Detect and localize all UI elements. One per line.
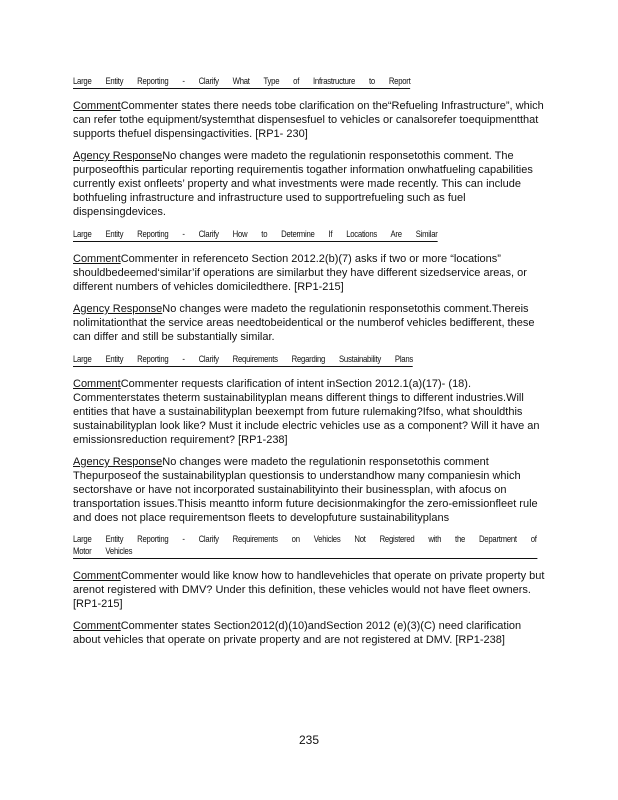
comment-paragraph [73, 619, 549, 647]
section-heading-wrap [73, 533, 549, 559]
document-body [73, 74, 549, 655]
entry-label: Agency Response [73, 456, 163, 468]
agency-response-paragraph [73, 455, 549, 525]
comment-paragraph [73, 569, 549, 611]
section-heading: Large Entity Reporting - Clarify How to Determine If Locations Are Similar [73, 228, 438, 242]
entry-text: Commenter states Section2012(d)(10)andSection 2012 (e)(3)(C) need clarification about vehicles that operate on private property and are not registered at DMV. [RP1-238] [73, 620, 522, 646]
section-heading: Large Entity Reporting - Clarify What Type of Infrastructure to Report [73, 75, 411, 89]
section-heading-wrap [73, 352, 549, 367]
entry-label: Agency Response [73, 303, 163, 315]
entry-text: Commenter would like know how to handlevehicles that operate on private property but arenot registered with DMV? Under this definition, these vehicles would not have fleet owners. [RP1-215] [73, 570, 545, 610]
page-number: 235 [298, 733, 320, 747]
entry-text: No changes were madeto the regulationin responsetothis comment Thepurposeof the sustainabilityplan questionsis to understandhow many companiesin which sectorshave or have not incorporated sustainabilityinto their businessplan, with afocus on transportation issues.Thisis meantto inform future decisionmakingfor the zero-emissionfleet rule and does not place requirementson fleets to developfuture sustainabilityplans [73, 456, 538, 524]
entry-label: Comment [73, 378, 121, 390]
entry-text: Commenter states there needs tobe clarification on the“Refueling Infrastructure”, which can refer tothe equipment/systemthat dispensesfuel to vehicles or canalsorefer toequipmentthat supports thefuel dispensingactivities. [RP1- 230] [73, 100, 544, 140]
entry-text: No changes were madeto the regulationin responsetothis comment. The purposeofthis particular reporting requirementis togather information onwhatfueling capabilities currently exist onfleets’ property and what investments were made recently. This can include bothfueling infrastructure and infrastructure used to supportrefueling such as fuel dispensingdevices. [73, 150, 533, 218]
entry-label: Comment [73, 620, 121, 632]
agency-response-paragraph [73, 149, 549, 219]
entry-text: Commenter in referenceto Section 2012.2(b)(7) asks if two or more “locations” shouldbedeemed‘similar’if operations are similarbut they have different sizedservice areas, or different numbers of vehicles domiciledthere. [RP1-215] [73, 253, 527, 293]
entry-text: No changes were madeto the regulationin responsetothis comment.Thereis nolimitationthat the service areas needtobeidentical or the numberof vehicles bedifferent, these can differ and still be substantially similar. [73, 303, 535, 343]
comment-paragraph [73, 99, 549, 141]
section-heading-wrap [73, 227, 549, 242]
agency-response-paragraph [73, 302, 549, 344]
entry-label: Agency Response [73, 150, 163, 162]
entry-text: Commenter requests clarification of intent inSection 2012.1(a)(17)- (18). Commenterstates theterm sustainabilityplan means different things to different industries.Will entities that have a sustainabilityplan beexempt from future rulemaking?Ifso, what shouldthis sustainabilityplan look like? Must it include electric vehicles use as a component? Will it have an emissionsreduction requirement? [RP1-238] [73, 378, 540, 446]
comment-paragraph [73, 252, 549, 294]
section-heading: Large Entity Reporting - Clarify Requirements on Vehicles Not Registered with the Department of Motor Vehicles [73, 533, 537, 559]
section-heading-wrap [73, 74, 549, 89]
entry-label: Comment [73, 253, 121, 265]
entry-label: Comment [73, 570, 121, 582]
comment-paragraph [73, 377, 549, 447]
section-heading: Large Entity Reporting - Clarify Requirements Regarding Sustainability Plans [73, 353, 413, 367]
entry-label: Comment [73, 100, 121, 112]
